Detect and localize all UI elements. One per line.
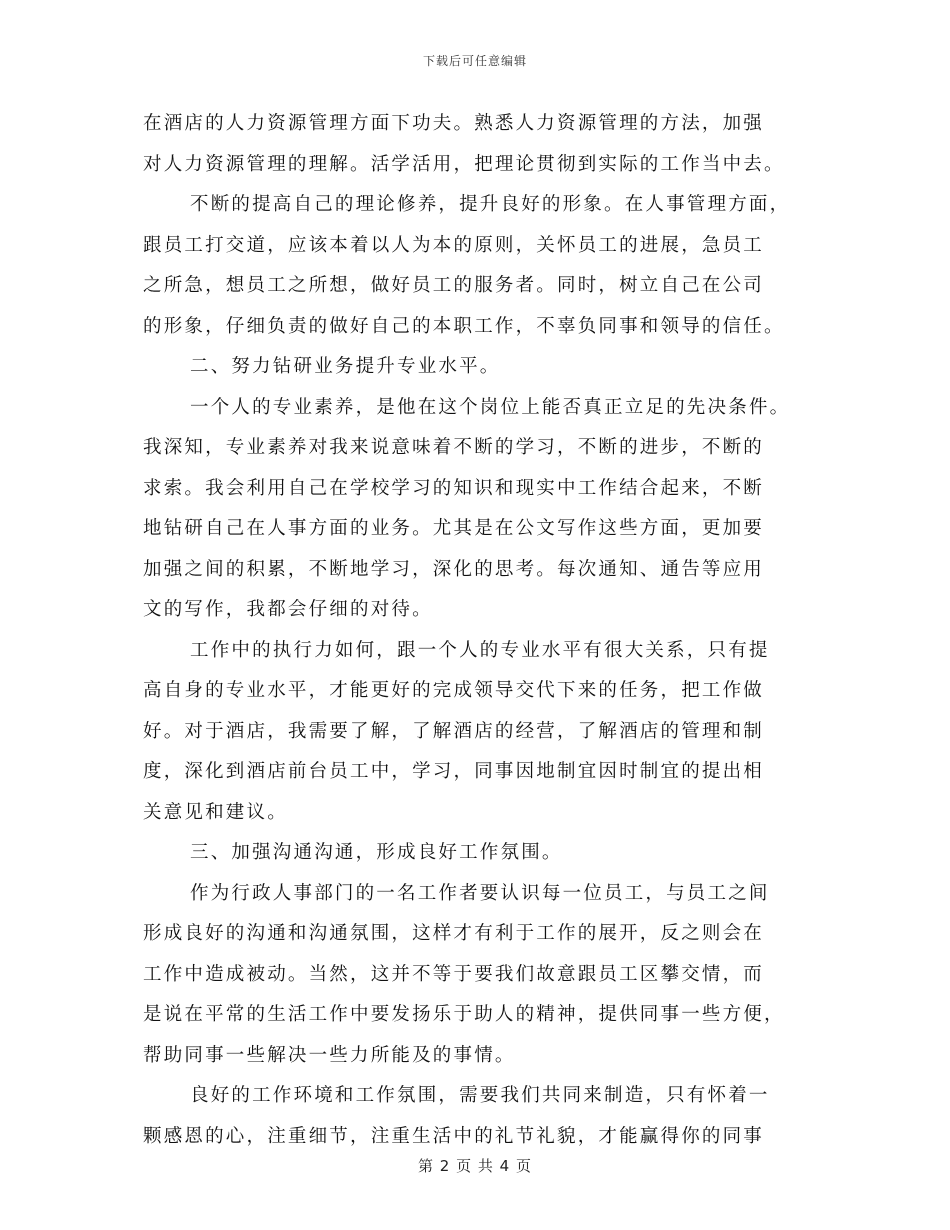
- section-heading: 二、努力钻研业务提升专业水平。: [190, 356, 501, 377]
- text-line: 求索。我会利用自己在学校学习的知识和现实中工作结合起来，不断: [143, 477, 765, 499]
- paragraph-start-line: 不断的提高自己的理论修养，提升良好的形象。在人事管理方面，: [190, 194, 791, 215]
- text-line: 我深知，专业素养对我来说意味着不断的学习，不断的进步，不断的: [143, 437, 765, 458]
- paragraph-start-line: 作为行政人事部门的一名工作者要认识每一位员工，与员工之间: [190, 882, 770, 904]
- text-line: 在酒店的人力资源管理方面下功夫。熟悉人力资源管理的方法，加强: [143, 113, 765, 134]
- text-line: 帮助同事一些解决一些力所能及的事情。: [143, 1044, 516, 1066]
- text-line: 之所急，想员工之所想，做好员工的服务者。同时，树立自己在公司: [143, 275, 765, 296]
- paragraph-start-line: 工作中的执行力如何，跟一个人的专业水平有很大关系，只有提: [190, 639, 770, 661]
- text-line: 加强之间的积累，不断地学习，深化的思考。每次通知、通告等应用: [143, 558, 765, 580]
- text-line: 高自身的专业水平，才能更好的完成领导交代下来的任务，把工作做: [143, 680, 765, 701]
- text-line: 文的写作，我都会仔细的对待。: [143, 599, 433, 620]
- text-line: 度，深化到酒店前台员工中，学习，同事因地制宜因时制宜的提出相: [143, 761, 765, 782]
- page-number-footer: 第 2 页 共 4 页: [418, 1157, 532, 1175]
- text-line: 对人力资源管理的理解。活学活用，把理论贯彻到实际的工作当中去。: [143, 153, 785, 175]
- text-line: 工作中造成被动。当然，这并不等于要我们故意跟员工区攀交情，而: [143, 963, 765, 985]
- text-line: 地钻研自己在人事方面的业务。尤其是在公文写作这些方面，更加要: [143, 518, 765, 539]
- text-line: 是说在平常的生活工作中要发扬乐于助人的精神，提供同事一些方便，: [143, 1004, 785, 1025]
- text-line: 形成良好的沟通和沟通氛围，这样才有利于工作的展开，反之则会在: [143, 923, 765, 944]
- text-line: 跟员工打交道，应该本着以人为本的原则，关怀员工的进展，急员工: [143, 234, 765, 256]
- section-heading: 三、加强沟通沟通，形成良好工作氛围。: [190, 842, 563, 863]
- text-line: 颗感恩的心，注重细节，注重生活中的礼节礼貌，才能赢得你的同事: [143, 1125, 765, 1147]
- text-line: 的形象，仔细负责的做好自己的本职工作，不辜负同事和领导的信任。: [143, 315, 785, 337]
- text-line: 好。对于酒店，我需要了解，了解酒店的经营，了解酒店的管理和制: [143, 720, 765, 742]
- page-header-note: 下载后可任意编辑: [422, 54, 527, 68]
- paragraph-start-line: 一个人的专业素养，是他在这个岗位上能否真正立足的先决条件。: [190, 396, 791, 418]
- document-body: [143, 104, 811, 1157]
- paragraph-start-line: 良好的工作环境和工作氛围，需要我们共同来制造，只有怀着一: [190, 1085, 770, 1106]
- text-line: 关意见和建议。: [143, 801, 288, 823]
